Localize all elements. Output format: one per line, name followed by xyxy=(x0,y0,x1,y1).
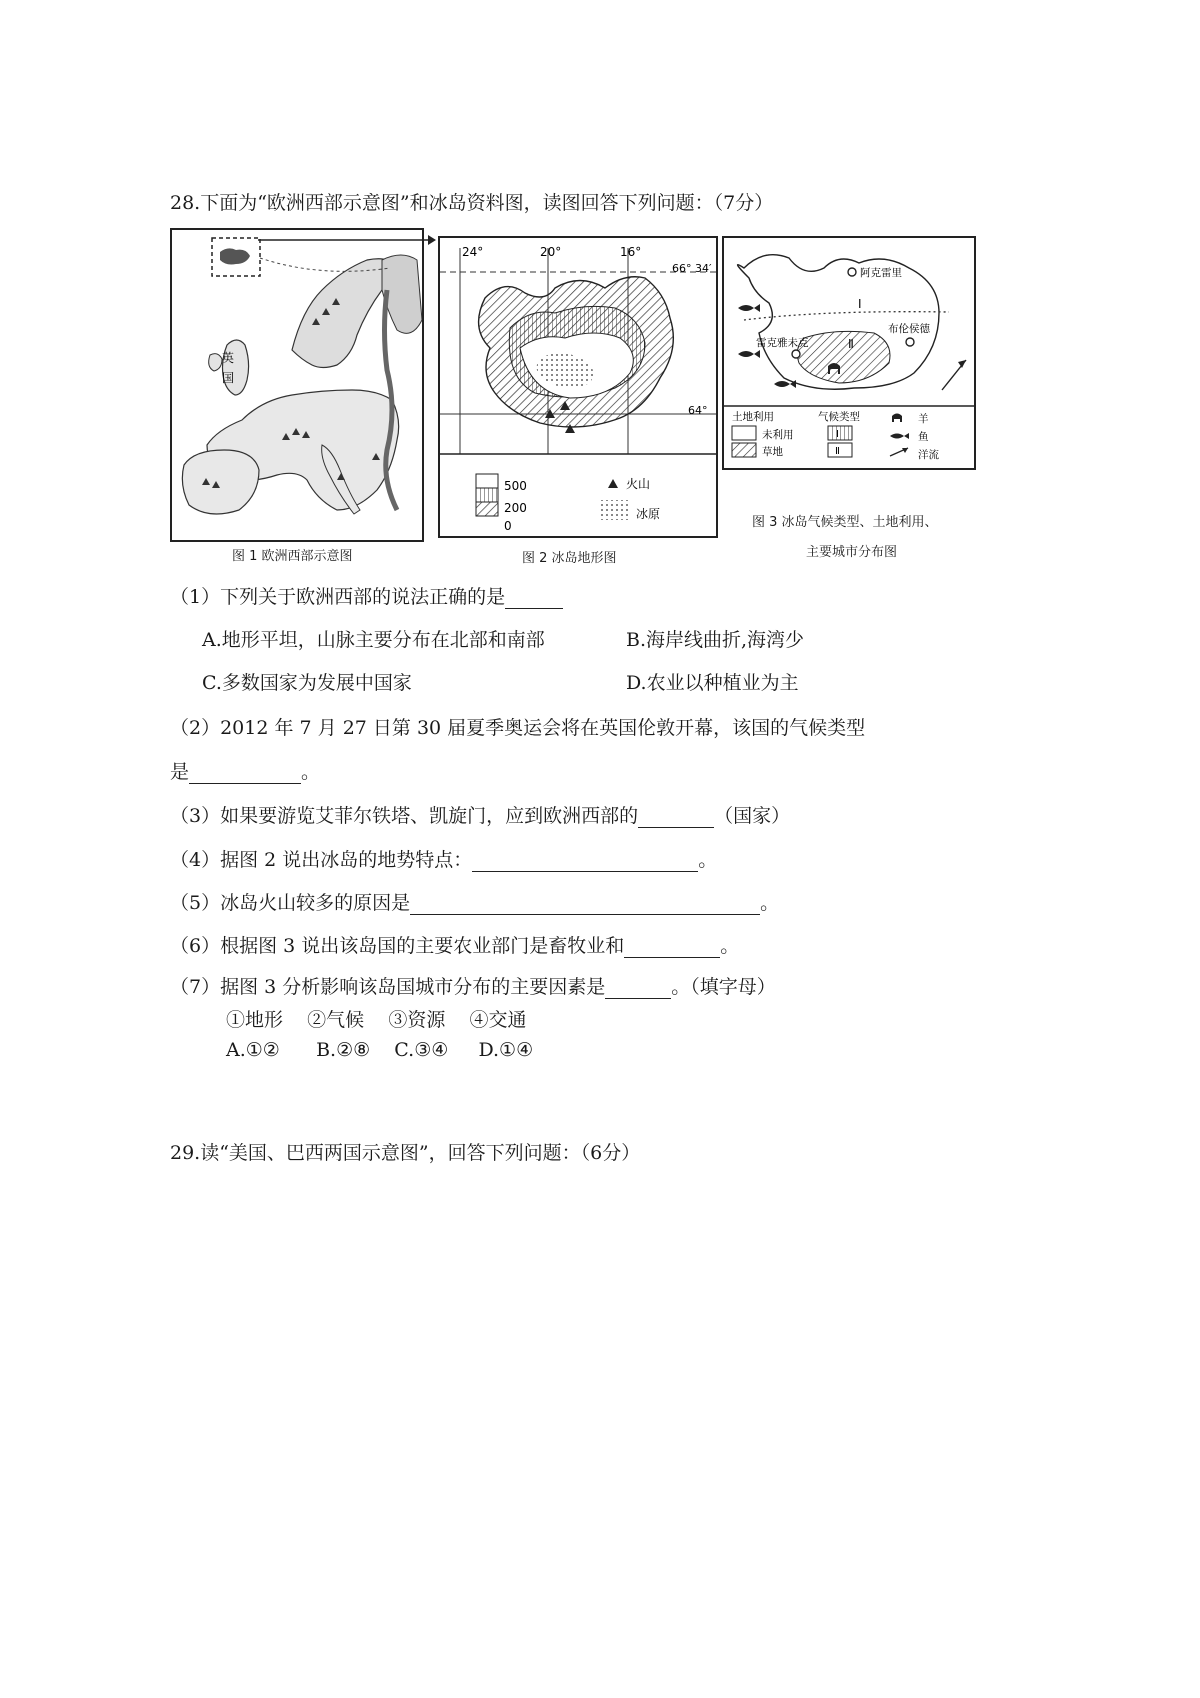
legend-fish: 鱼 xyxy=(918,431,929,443)
q29-title: 29.读“美国、巴西两国示意图”，回答下列问题：（6分） xyxy=(170,1142,641,1164)
q28-sub6-text: （6）根据图 3 说出该岛国的主要农业部门是畜牧业和 xyxy=(170,935,625,957)
figure-1-western-europe-map xyxy=(170,228,424,542)
q28-sub4-text: （4）据图 2 说出冰岛的地势特点： xyxy=(170,849,473,871)
legend-c2: Ⅱ xyxy=(835,446,840,457)
q28-sub7 xyxy=(170,972,776,999)
q28-sub7-choices[interactable]: A.①② B.②⑧ C.③④ D.①④ xyxy=(226,1039,534,1061)
q28-sub2-line1: （2）2012 年 7 月 27 日第 30 届夏季奥运会将在英国伦敦开幕，该国的气候类型 xyxy=(170,717,866,739)
q28-sub2-suffix: 。 xyxy=(301,761,321,783)
zone-1: Ⅰ xyxy=(858,297,862,311)
answer-blank-7[interactable] xyxy=(605,978,671,999)
legend-0: 0 xyxy=(504,519,512,533)
q28-sub1-text: （1）下列关于欧洲西部的说法正确的是 xyxy=(170,586,506,608)
label-uk-1: 英 xyxy=(222,351,235,365)
legend-c1: Ⅰ xyxy=(836,429,839,440)
fish-icon xyxy=(738,304,760,312)
legend-volcano: 火山 xyxy=(626,477,651,491)
q28-sub6-suffix: 。 xyxy=(720,935,740,957)
q28-option-b[interactable]: B.海岸线曲折,海湾少 xyxy=(626,629,805,651)
city-borgarnes: 布伦侯德 xyxy=(888,323,930,335)
fish-icon-2 xyxy=(738,350,760,358)
q28-sub5-suffix: 。 xyxy=(760,892,780,914)
q28-sub3-suffix: （国家） xyxy=(714,805,791,827)
answer-blank-4[interactable] xyxy=(472,851,698,872)
current-arrow-icon xyxy=(942,360,966,390)
legend-unused: 未利用 xyxy=(762,429,794,441)
q28-option-d[interactable]: D.农业以种植业为主 xyxy=(626,672,799,694)
q28-option-c[interactable]: C.多数国家为发展中国家 xyxy=(202,672,412,694)
figure-3-caption-1: 图 3 冰岛气候类型、土地利用、 xyxy=(752,515,938,530)
figure-3-caption-2: 主要城市分布图 xyxy=(806,545,898,560)
connector-arrow xyxy=(258,232,438,252)
figure-2-caption: 图 2 冰岛地形图 xyxy=(522,551,617,566)
q28-sub2-prefix: 是 xyxy=(170,761,190,783)
q28-sub3 xyxy=(170,801,790,828)
city-reykjavik: 雷克雅未克 xyxy=(756,337,809,349)
q28-sub1 xyxy=(170,582,563,609)
q28-sub2-line2 xyxy=(170,757,320,784)
iceland-climate-graphic xyxy=(724,238,974,468)
lat-66: 66° 34′ xyxy=(672,262,712,275)
label-uk-2: 国 xyxy=(222,371,235,385)
q28-sub5-text: （5）冰岛火山较多的原因是 xyxy=(170,892,411,914)
lat-64: 64° xyxy=(688,404,708,417)
q28-title: 28.下面为“欧洲西部示意图”和冰岛资料图，读图回答下列问题：（7分） xyxy=(170,192,774,214)
q28-sub7-factors: ①地形 ②气候 ③资源 ④交通 xyxy=(226,1009,527,1031)
lon-16: 16° xyxy=(620,245,642,259)
q28-option-a[interactable]: A.地形平坦，山脉主要分布在北部和南部 xyxy=(202,629,545,651)
iceland-terrain-graphic xyxy=(440,238,716,536)
city-akureyri: 阿克雷里 xyxy=(860,267,902,279)
legend-sheep: 羊 xyxy=(918,413,929,425)
figure-1-caption: 图 1 欧洲西部示意图 xyxy=(232,549,353,564)
legend-500: 500 xyxy=(504,479,527,493)
q28-sub6 xyxy=(170,931,739,958)
figure-3-iceland-climate-map xyxy=(722,236,976,470)
volcano-icon xyxy=(608,479,618,488)
q28-sub7-text: （7）据图 3 分析影响该岛国城市分布的主要因素是 xyxy=(170,976,606,998)
q28-sub7-suffix: 。（填字母） xyxy=(671,976,776,998)
zone-2: Ⅱ xyxy=(848,337,854,351)
legend-current: 洋流 xyxy=(918,449,939,461)
q28-sub4-suffix: 。 xyxy=(698,849,718,871)
answer-blank-6[interactable] xyxy=(624,937,720,958)
legend-grass: 草地 xyxy=(762,446,783,458)
legend-landuse: 土地利用 xyxy=(732,411,774,423)
answer-blank-2[interactable] xyxy=(189,763,301,784)
lon-24: 24° xyxy=(462,245,484,259)
legend-ice: 冰原 xyxy=(636,507,661,521)
answer-blank-5[interactable] xyxy=(410,894,760,915)
q28-sub5 xyxy=(170,888,779,915)
q28-sub4 xyxy=(170,845,717,872)
answer-blank-1[interactable] xyxy=(505,588,563,609)
legend-200: 200 xyxy=(504,501,527,515)
lon-20: 20° xyxy=(540,245,562,259)
legend-climate: 气候类型 xyxy=(818,411,860,423)
figure-2-iceland-terrain-map xyxy=(438,236,718,538)
q28-sub3-text: （3）如果要游览艾菲尔铁塔、凯旋门，应到欧洲西部的 xyxy=(170,805,639,827)
answer-blank-3[interactable] xyxy=(638,807,714,828)
ice-field-icon xyxy=(600,500,630,520)
western-europe-map-graphic xyxy=(172,230,422,540)
